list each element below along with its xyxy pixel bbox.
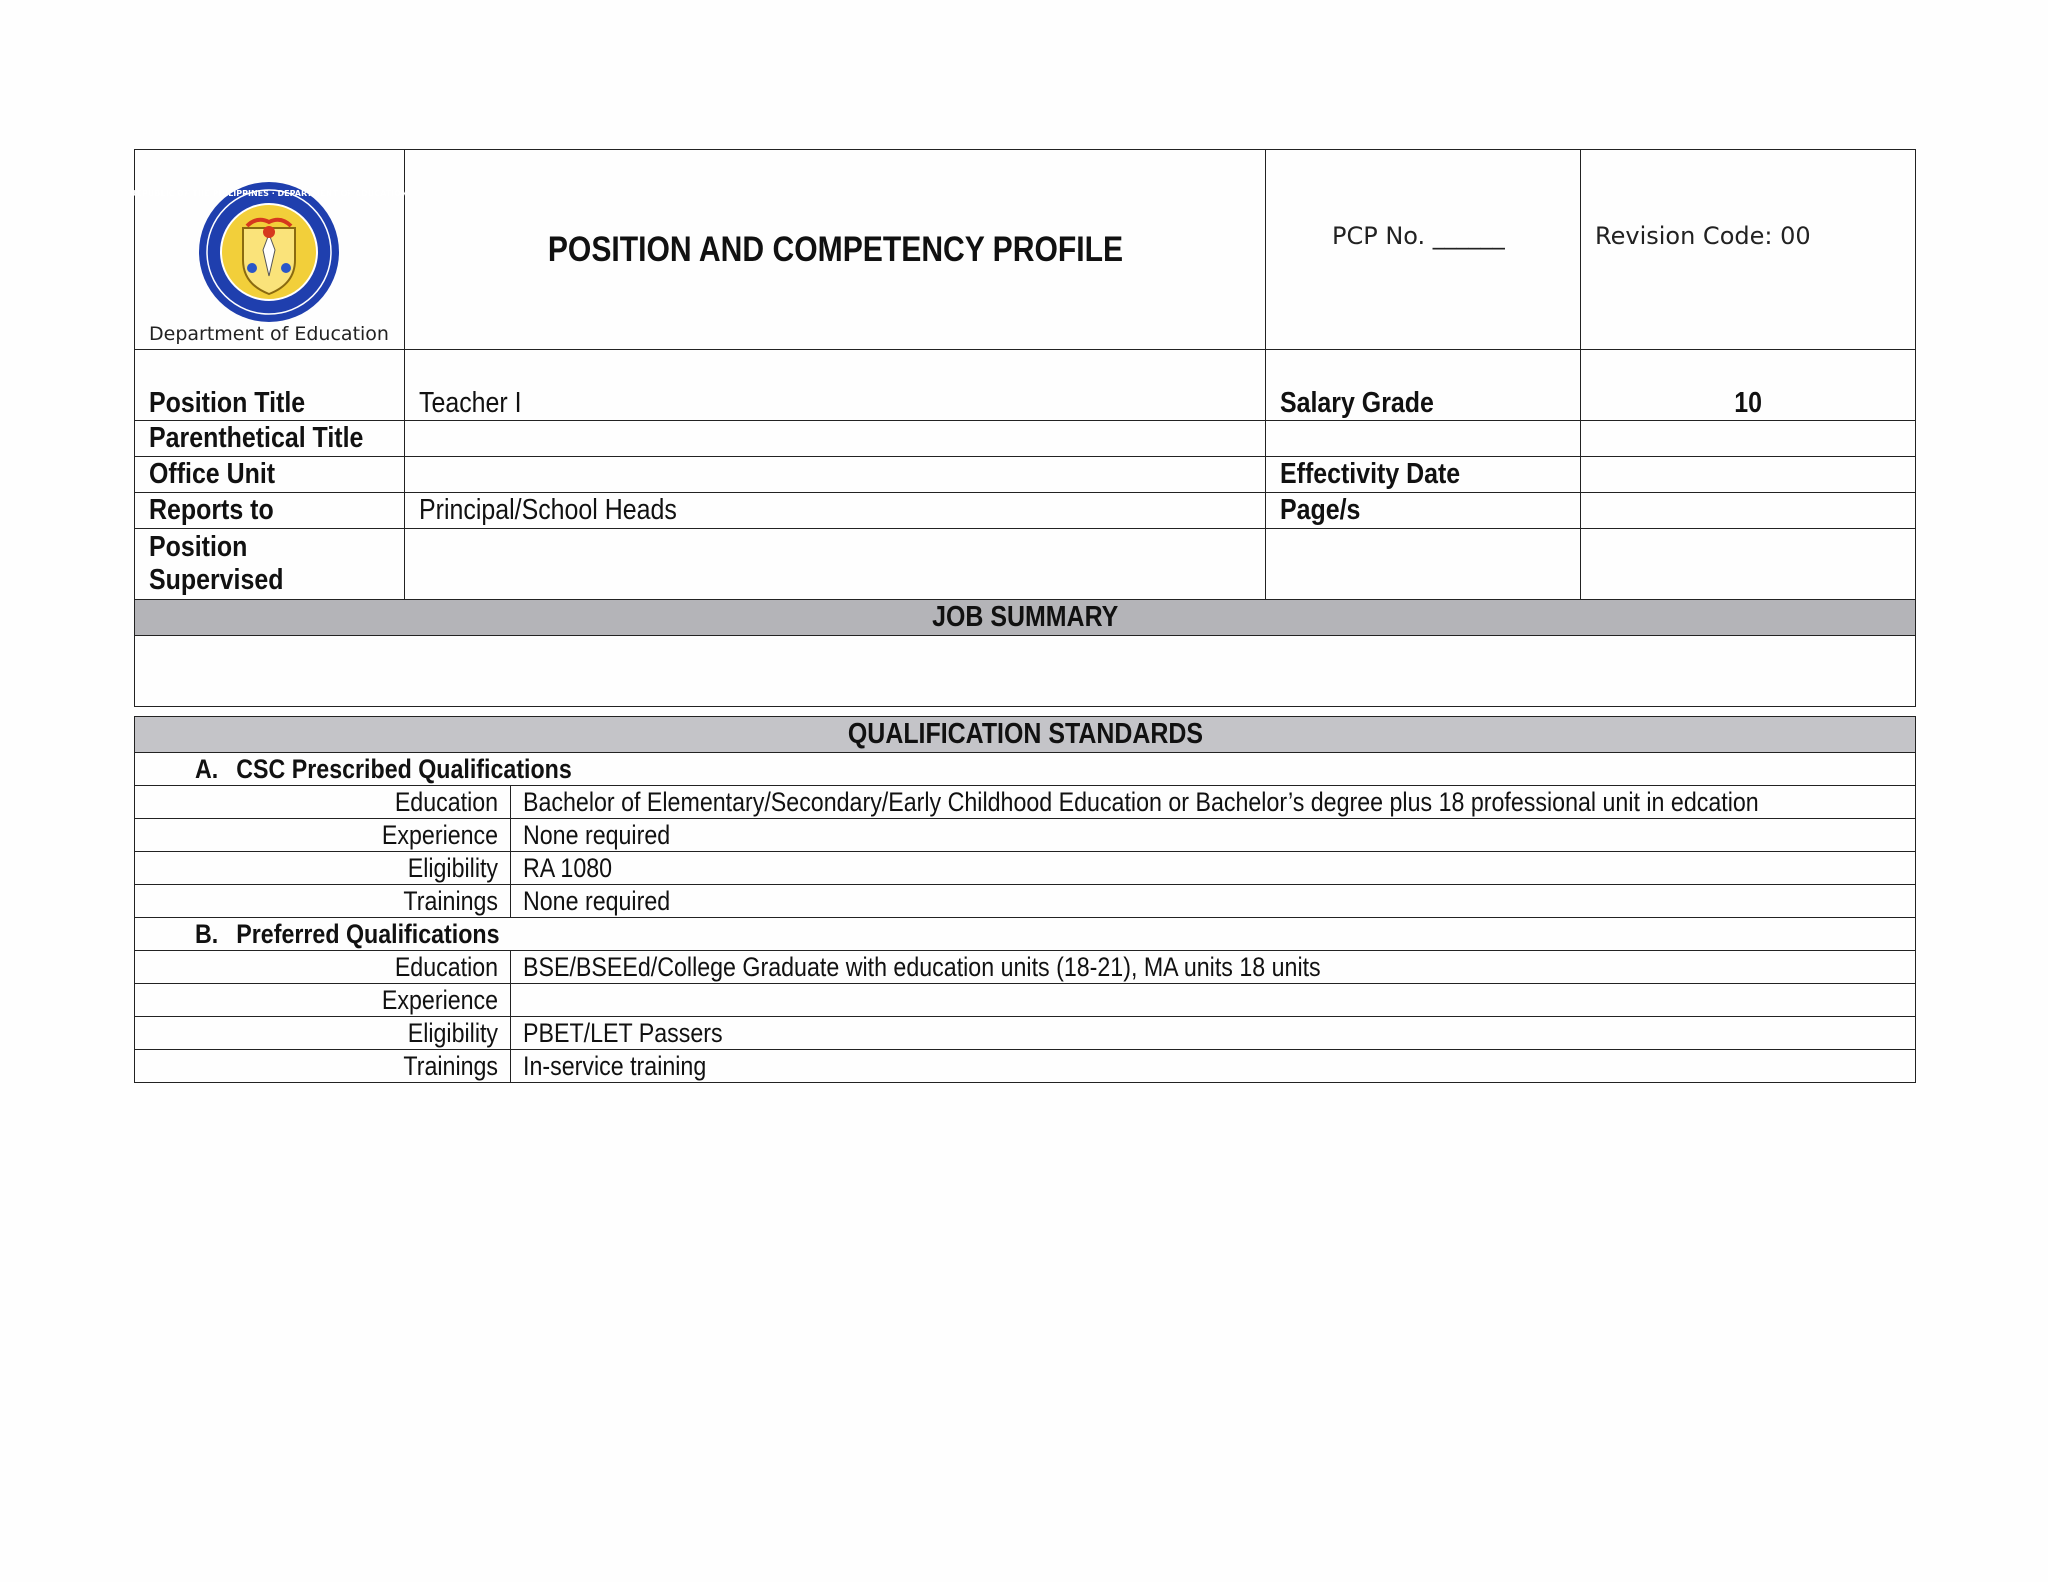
reports-to-label: Reports to xyxy=(135,493,405,529)
section-a-row xyxy=(135,753,1916,786)
qualification-standards-heading: QUALIFICATION STANDARDS xyxy=(135,717,1916,753)
qualification-value: None required xyxy=(511,819,1916,852)
qualification-value xyxy=(511,984,1916,1017)
empty-cell xyxy=(1266,421,1581,457)
position-title-label: Position Title xyxy=(135,350,405,421)
effectivity-date-label: Effectivity Date xyxy=(1266,457,1581,493)
job-summary-body xyxy=(135,636,1916,707)
office-unit-row xyxy=(135,457,1916,493)
qualification-label: Trainings xyxy=(135,1050,511,1083)
qualification-label: Education xyxy=(135,951,511,984)
department-label: Department of Education xyxy=(149,323,389,345)
qualification-label: Experience xyxy=(135,819,511,852)
logo-cell xyxy=(130,150,408,350)
empty-cell xyxy=(1581,529,1916,600)
qualification-label: Trainings xyxy=(135,885,511,918)
qualification-value: BSE/BSEEd/College Graduate with education units (18-21), MA units 18 units xyxy=(511,951,1916,984)
office-unit-value xyxy=(405,457,1266,493)
position-supervised-label: Position Supervised xyxy=(135,529,405,600)
seal-ring-text: REPUBLIC OF THE PHILIPPINES · DEPARTMENT OF EDUCATION xyxy=(130,189,408,198)
qualification-value: PBET/LET Passers xyxy=(511,1017,1916,1050)
empty-cell xyxy=(1581,421,1916,457)
parenthetical-title-value xyxy=(405,421,1266,457)
qualification-value: Bachelor of Elementary/Secondary/Early Childhood Education or Bachelor’s degree plus 18 professional unit in edcation xyxy=(511,786,1916,819)
qualification-label: Eligibility xyxy=(135,852,511,885)
position-title-row xyxy=(135,350,1916,421)
qualification-label: Education xyxy=(135,786,511,819)
qualification-value: RA 1080 xyxy=(511,852,1916,885)
effectivity-date-value xyxy=(1581,457,1916,493)
qualification-row xyxy=(135,1050,1916,1083)
job-summary-body-row xyxy=(135,636,1916,707)
salary-grade-label: Salary Grade xyxy=(1266,350,1581,421)
section-title: A. CSC Prescribed Qualifications xyxy=(135,753,1916,786)
section-title: B. Preferred Qualifications xyxy=(135,918,1916,951)
qualification-row xyxy=(135,885,1916,918)
qualification-standards-table xyxy=(134,716,1916,1083)
qualification-row xyxy=(135,786,1916,819)
parenthetical-title-label: Parenthetical Title xyxy=(135,421,405,457)
office-unit-label: Office Unit xyxy=(135,457,405,493)
position-supervised-value xyxy=(405,529,1266,600)
revision-code: Revision Code: 00 xyxy=(1581,150,1916,350)
deped-seal-icon xyxy=(130,180,408,324)
position-title-value: Teacher I xyxy=(405,350,1266,421)
position-supervised-row xyxy=(135,529,1916,600)
job-summary-heading-row xyxy=(135,600,1916,636)
pages-value xyxy=(1581,493,1916,529)
qualification-row xyxy=(135,1017,1916,1050)
qualification-value: None required xyxy=(511,885,1916,918)
qualification-label: Eligibility xyxy=(135,1017,511,1050)
pcp-number: PCP No. ______ xyxy=(1266,150,1581,350)
profile-form xyxy=(130,149,1916,707)
empty-cell xyxy=(1266,529,1581,600)
job-summary-heading: JOB SUMMARY xyxy=(135,600,1916,636)
qualification-row xyxy=(135,984,1916,1017)
qualification-row xyxy=(135,852,1916,885)
qualification-value: In-service training xyxy=(511,1050,1916,1083)
reports-to-value: Principal/School Heads xyxy=(405,493,1266,529)
parenthetical-title-row xyxy=(135,421,1916,457)
salary-grade-value: 10 xyxy=(1581,350,1916,421)
qualification-label: Experience xyxy=(135,984,511,1017)
qualification-heading-row xyxy=(135,717,1916,753)
page-title: POSITION AND COMPETENCY PROFILE xyxy=(405,150,1266,350)
reports-to-row xyxy=(135,493,1916,529)
qualification-row xyxy=(135,819,1916,852)
section-b-row xyxy=(135,918,1916,951)
qualification-row xyxy=(135,951,1916,984)
header-row xyxy=(135,150,1916,350)
pages-label: Page/s xyxy=(1266,493,1581,529)
